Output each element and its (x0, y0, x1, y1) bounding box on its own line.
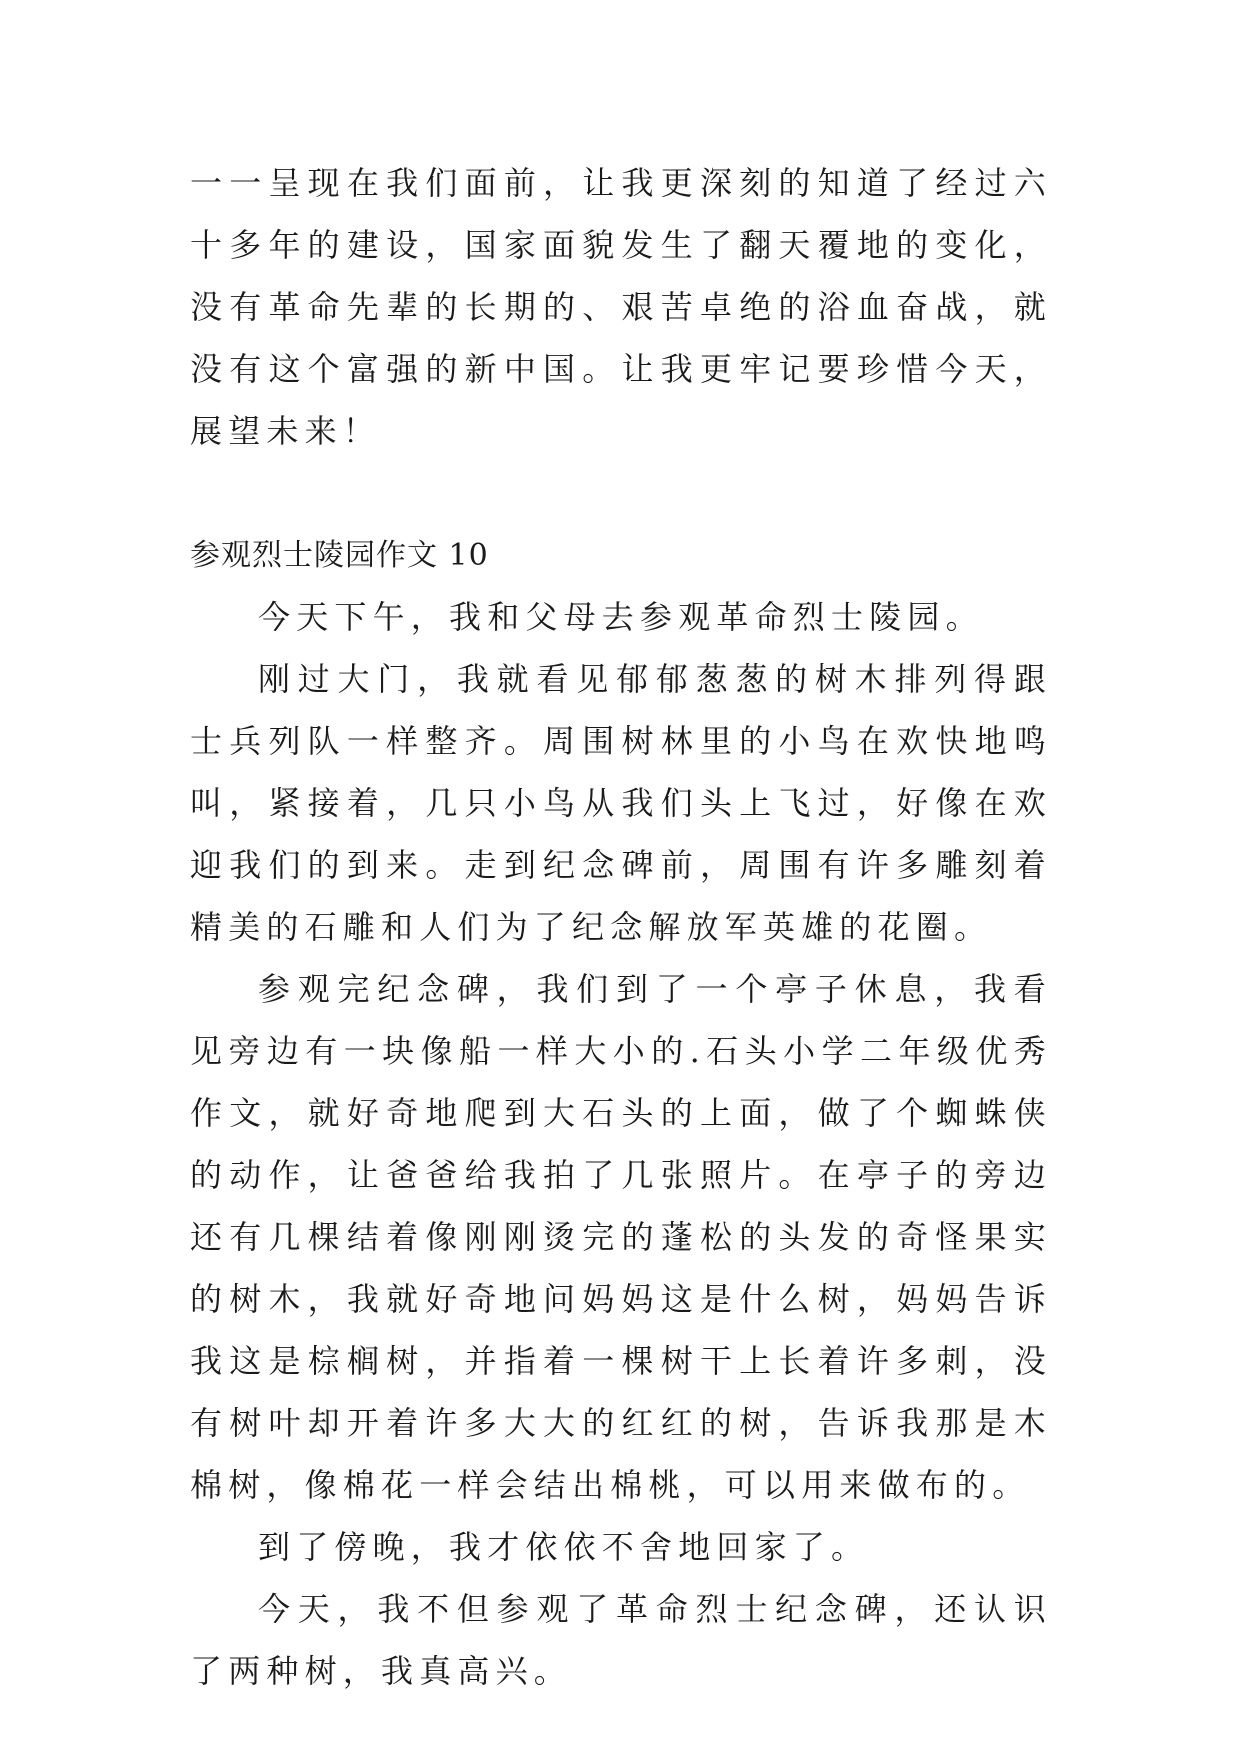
paragraph-5: 今天，我不但参观了革命烈士纪念碑，还认识了两种树，我真高兴。 (190, 1590, 1052, 1690)
paragraph-4: 到了傍晚，我才依依不舍地回家了。 (258, 1528, 870, 1566)
continuation-paragraph: 一一呈现在我们面前，让我更深刻的知道了经过六十多年的建设，国家面貌发生了翻天覆地的变化，没有革命先辈的长期的、艰苦卓绝的浴血奋战，就没有这个富强的新中国。让我更牢记要珍惜今天，展望未来！ (190, 164, 1052, 450)
paragraph-1: 今天下午，我和父母去参观革命烈士陵园。 (258, 598, 984, 636)
paragraph-3: 参观完纪念碑，我们到了一个亭子休息，我看见旁边有一块像船一样大小的.石头小学二年级优秀作文，就好奇地爬到大石头的上面，做了个蜘蛛侠的动作，让爸爸给我拍了几张照片。在亭子的旁边还有几棵结着像刚刚烫完的蓬松的头发的奇怪果实的树木，我就好奇地问妈妈这是什么树，妈妈告诉我这是棕榈树，并指着一棵树干上长着许多刺，没有树叶却开着许多大大的红红的树，告诉我那是木棉树，像棉花一样会结出棉桃，可以用来做布的。 (190, 970, 1052, 1504)
essay-title: 参观烈士陵园作文 10 (190, 538, 489, 573)
document-page (190, 152, 1052, 1702)
paragraph-2: 刚过大门，我就看见郁郁葱葱的树木排列得跟士兵列队一样整齐。周围树林里的小鸟在欢快地鸣叫，紧接着，几只小鸟从我们头上飞过，好像在欢迎我们的到来。走到纪念碑前，周围有许多雕刻着精美的石雕和人们为了纪念解放军英雄的花圈。 (190, 660, 1052, 946)
